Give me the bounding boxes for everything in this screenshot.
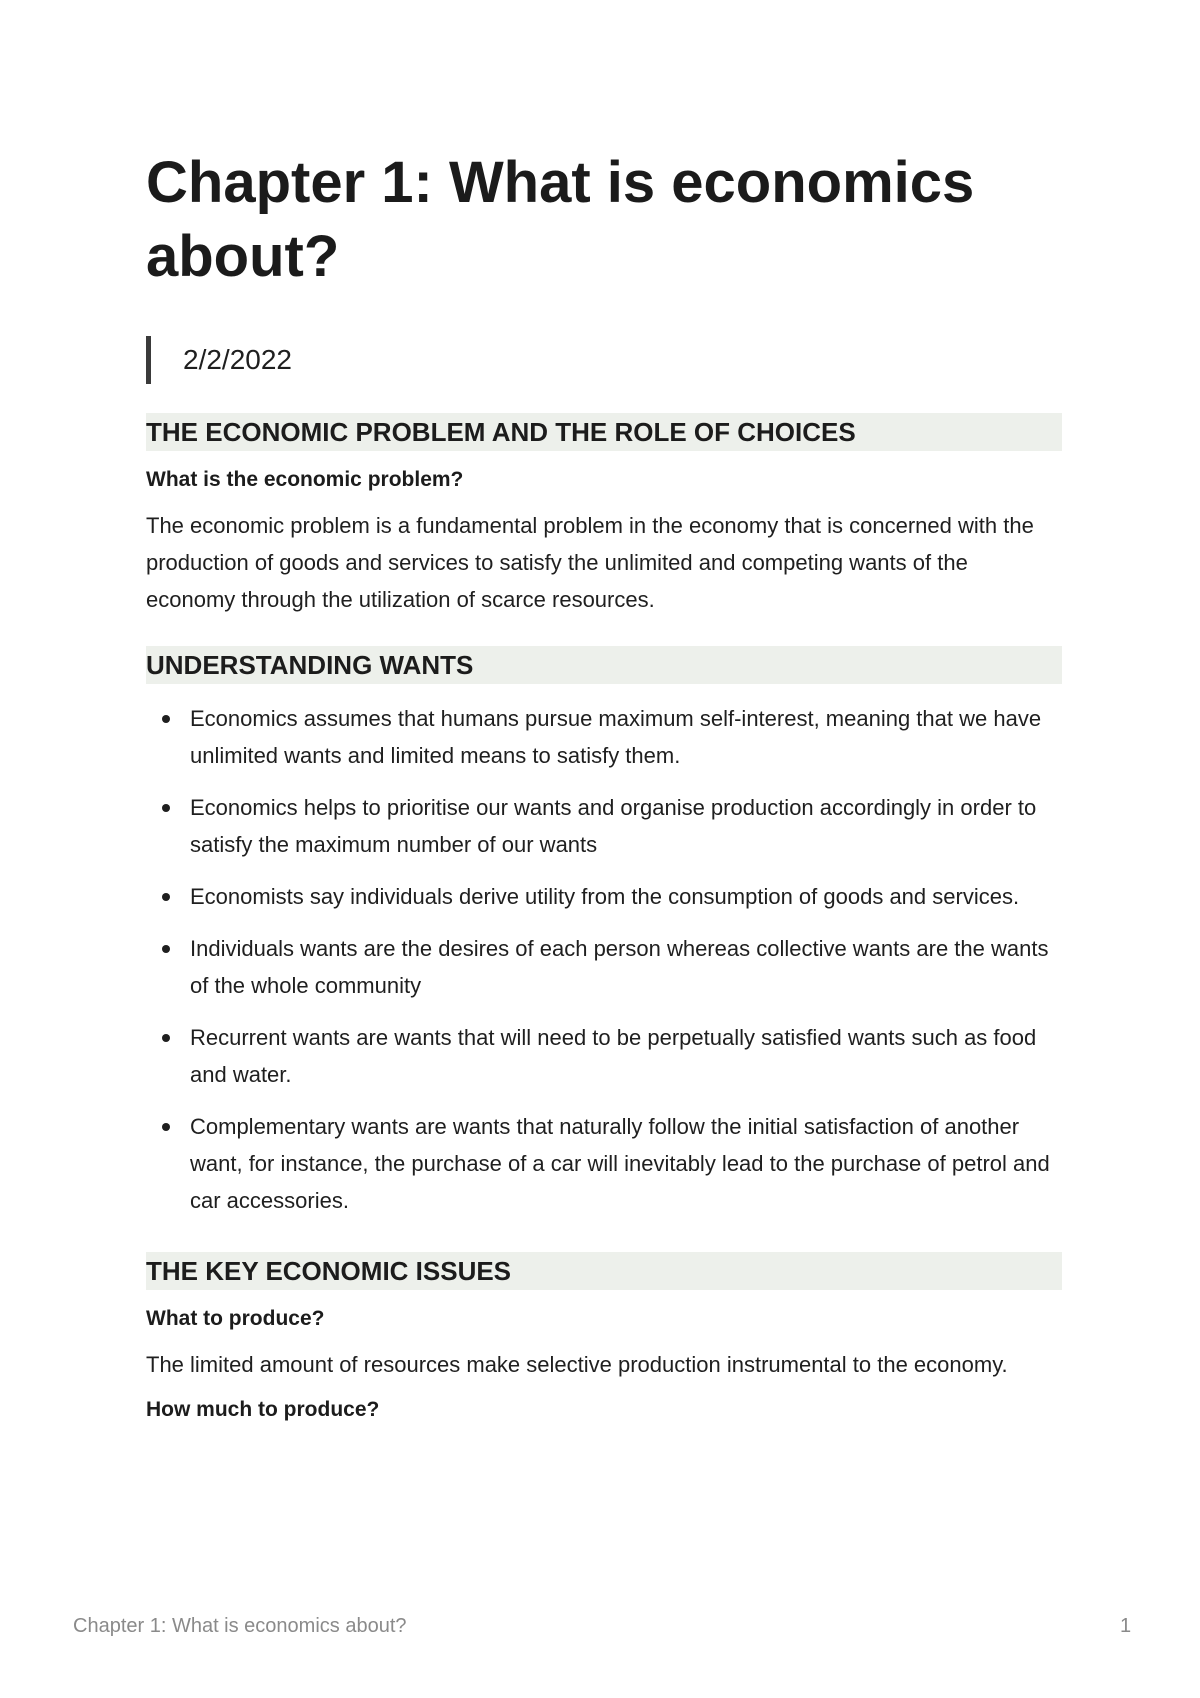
section-heading-economic-problem: THE ECONOMIC PROBLEM AND THE ROLE OF CHOICES — [146, 413, 1062, 451]
date-text: 2/2/2022 — [183, 344, 292, 375]
bullet-icon — [162, 945, 170, 953]
paragraph-what-to-produce: The limited amount of resources make selective production instrumental to the economy. — [146, 1352, 1008, 1377]
list-item: Economics assumes that humans pursue maximum self-interest, meaning that we have unlimited wants and limited means to satisfy them. — [146, 700, 1062, 774]
bullet-icon — [162, 804, 170, 812]
bullet-icon — [162, 715, 170, 723]
section-heading-key-issues: THE KEY ECONOMIC ISSUES — [146, 1252, 1062, 1290]
page-title: Chapter 1: What is economics about? — [146, 150, 975, 289]
section-heading-understanding-wants: UNDERSTANDING WANTS — [146, 646, 1062, 684]
subheading-how-much-to-produce: How much to produce? — [146, 1398, 380, 1421]
page-number: 1 — [1120, 1615, 1132, 1637]
list-item: Economists say individuals derive utility from the consumption of goods and services. — [146, 878, 1062, 915]
subheading-economic-problem: What is the economic problem? — [146, 468, 464, 491]
bullet-icon — [162, 1123, 170, 1131]
document-body — [146, 413, 1062, 1425]
bullet-icon — [162, 1034, 170, 1042]
footer-title: Chapter 1: What is economics about? — [73, 1615, 407, 1637]
list-item: Recurrent wants are wants that will need to be perpetually satisfied wants such as food and water. — [146, 1019, 1062, 1093]
list-item: Economics helps to prioritise our wants and organise production accordingly in order to satisfy the maximum number of our wants — [146, 789, 1062, 863]
list-item: Individuals wants are the desires of each person whereas collective wants are the wants of the whole community — [146, 930, 1062, 1004]
date-callout — [146, 336, 292, 384]
list-item: Complementary wants are wants that naturally follow the initial satisfaction of another want, for instance, the purchase of a car will inevitably lead to the purchase of petrol and car accessories. — [146, 1108, 1062, 1219]
bullet-icon — [162, 893, 170, 901]
paragraph-economic-problem: The economic problem is a fundamental problem in the economy that is concerned with the production of goods and services to satisfy the unlimited and competing wants of the economy through the utilization of scarce resources. — [146, 513, 1034, 612]
subheading-what-to-produce: What to produce? — [146, 1307, 325, 1330]
wants-bullet-list — [146, 700, 1062, 1219]
